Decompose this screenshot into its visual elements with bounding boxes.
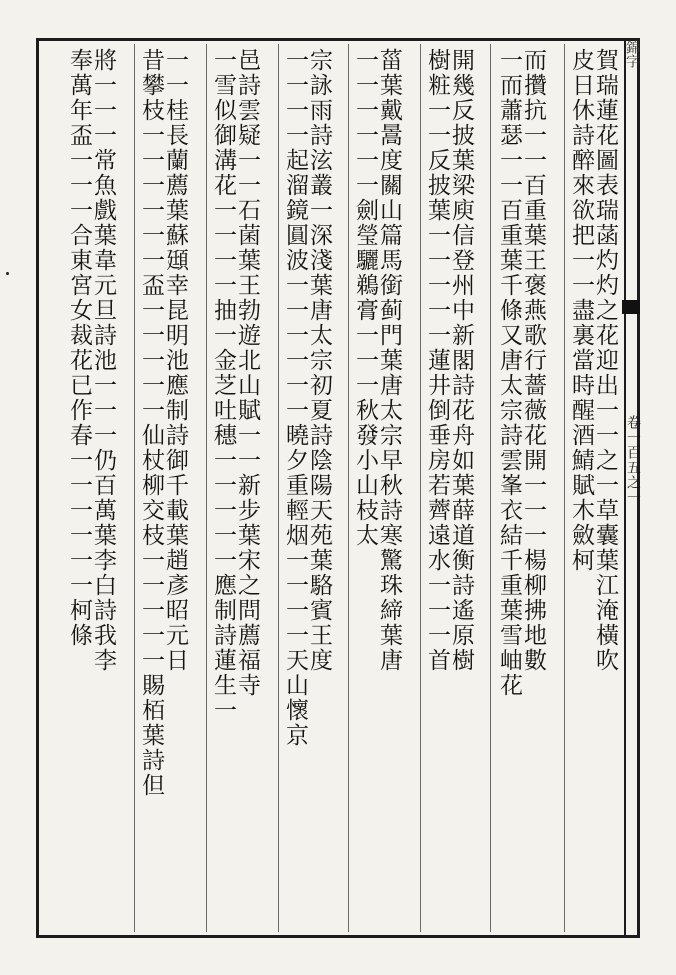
column-rule — [134, 44, 135, 932]
text-column-9: 宗詠雨詩泫叢一深淺葉唐太宗初夏詩陰陽天苑葉駱賓王度 — [306, 48, 332, 673]
speck — [6, 272, 9, 275]
column-rule — [564, 44, 565, 932]
volume-title: 卷一百五之一 — [625, 415, 641, 505]
text-column-13: 一一桂長蘭薦葉蘇頲幸昆明池應制詩御千載葉趙彥昭元日 — [162, 48, 188, 673]
text-column-8: 一一一一一一劍瑩驪鵜膏一一一秋發小山枝太 — [352, 48, 378, 548]
column-rule — [490, 44, 491, 932]
column-rule — [278, 44, 279, 932]
text-column-12: 一雪似御溝花一一一一抽一金芝吐穗一一一一一應制詩蓮生一 — [210, 48, 236, 723]
text-column-1: 賀瑞蓮花圖表瑞菡灼灼之花迎出一一之一草囊葉江淹橫吹 — [592, 48, 618, 673]
text-column-3: 而攢抗一一百重葉王褒燕歌行薔薇花開一一一楊柳拂地數 — [520, 48, 546, 673]
page-border — [36, 38, 640, 938]
text-column-7: 菑葉戴暠度關山篇馬銜蓟門葉唐太宗早秋詩寒驚珠締葉唐 — [376, 48, 402, 673]
column-rule — [348, 44, 349, 932]
column-rule — [206, 44, 207, 932]
text-column-14: 昔攀枝一一一一一一盃一一一一一仙杖柳交枝一一一一一賜栢葉詩但 — [138, 48, 164, 798]
column-rule — [420, 44, 421, 932]
text-column-10: 一一一一起溜鏡圓波一一一一一一曉夕重輕烟一一一一天山懷京 — [282, 48, 308, 748]
fishtail-mark-top — [622, 300, 640, 314]
text-column-15: 將一一一常魚戲葉韋元旦詩池一一一仍百萬葉李白詩我李 — [90, 48, 116, 673]
text-column-11: 邑詩雲疑一一石菌葉王勃遊北山賦一一新步葉宋之問薦福寺 — [234, 48, 260, 698]
text-column-2: 皮日休詩醉來欲把一一盡裏當時醒酒鯖賦木斂柯 — [568, 48, 594, 573]
text-column-16: 奉萬年盃一一一合東宮女裁花已作春一一一一一一柯條 — [66, 48, 92, 648]
margin-top-fragment: 錦字 — [624, 40, 640, 68]
text-column-4: 一而蕭瑟一一百重葉千條又唐太宗詩雲峯衣結千重葉雪岫花 — [496, 48, 522, 698]
text-column-6: 樹粧一一反披葉一一一一一蓮井倒垂房若薺遠水一一一首 — [424, 48, 450, 673]
text-column-5: 開幾反披葉梁庾信登州中新閣詩花舟如葉薛道衡詩遙原樹 — [448, 48, 474, 673]
